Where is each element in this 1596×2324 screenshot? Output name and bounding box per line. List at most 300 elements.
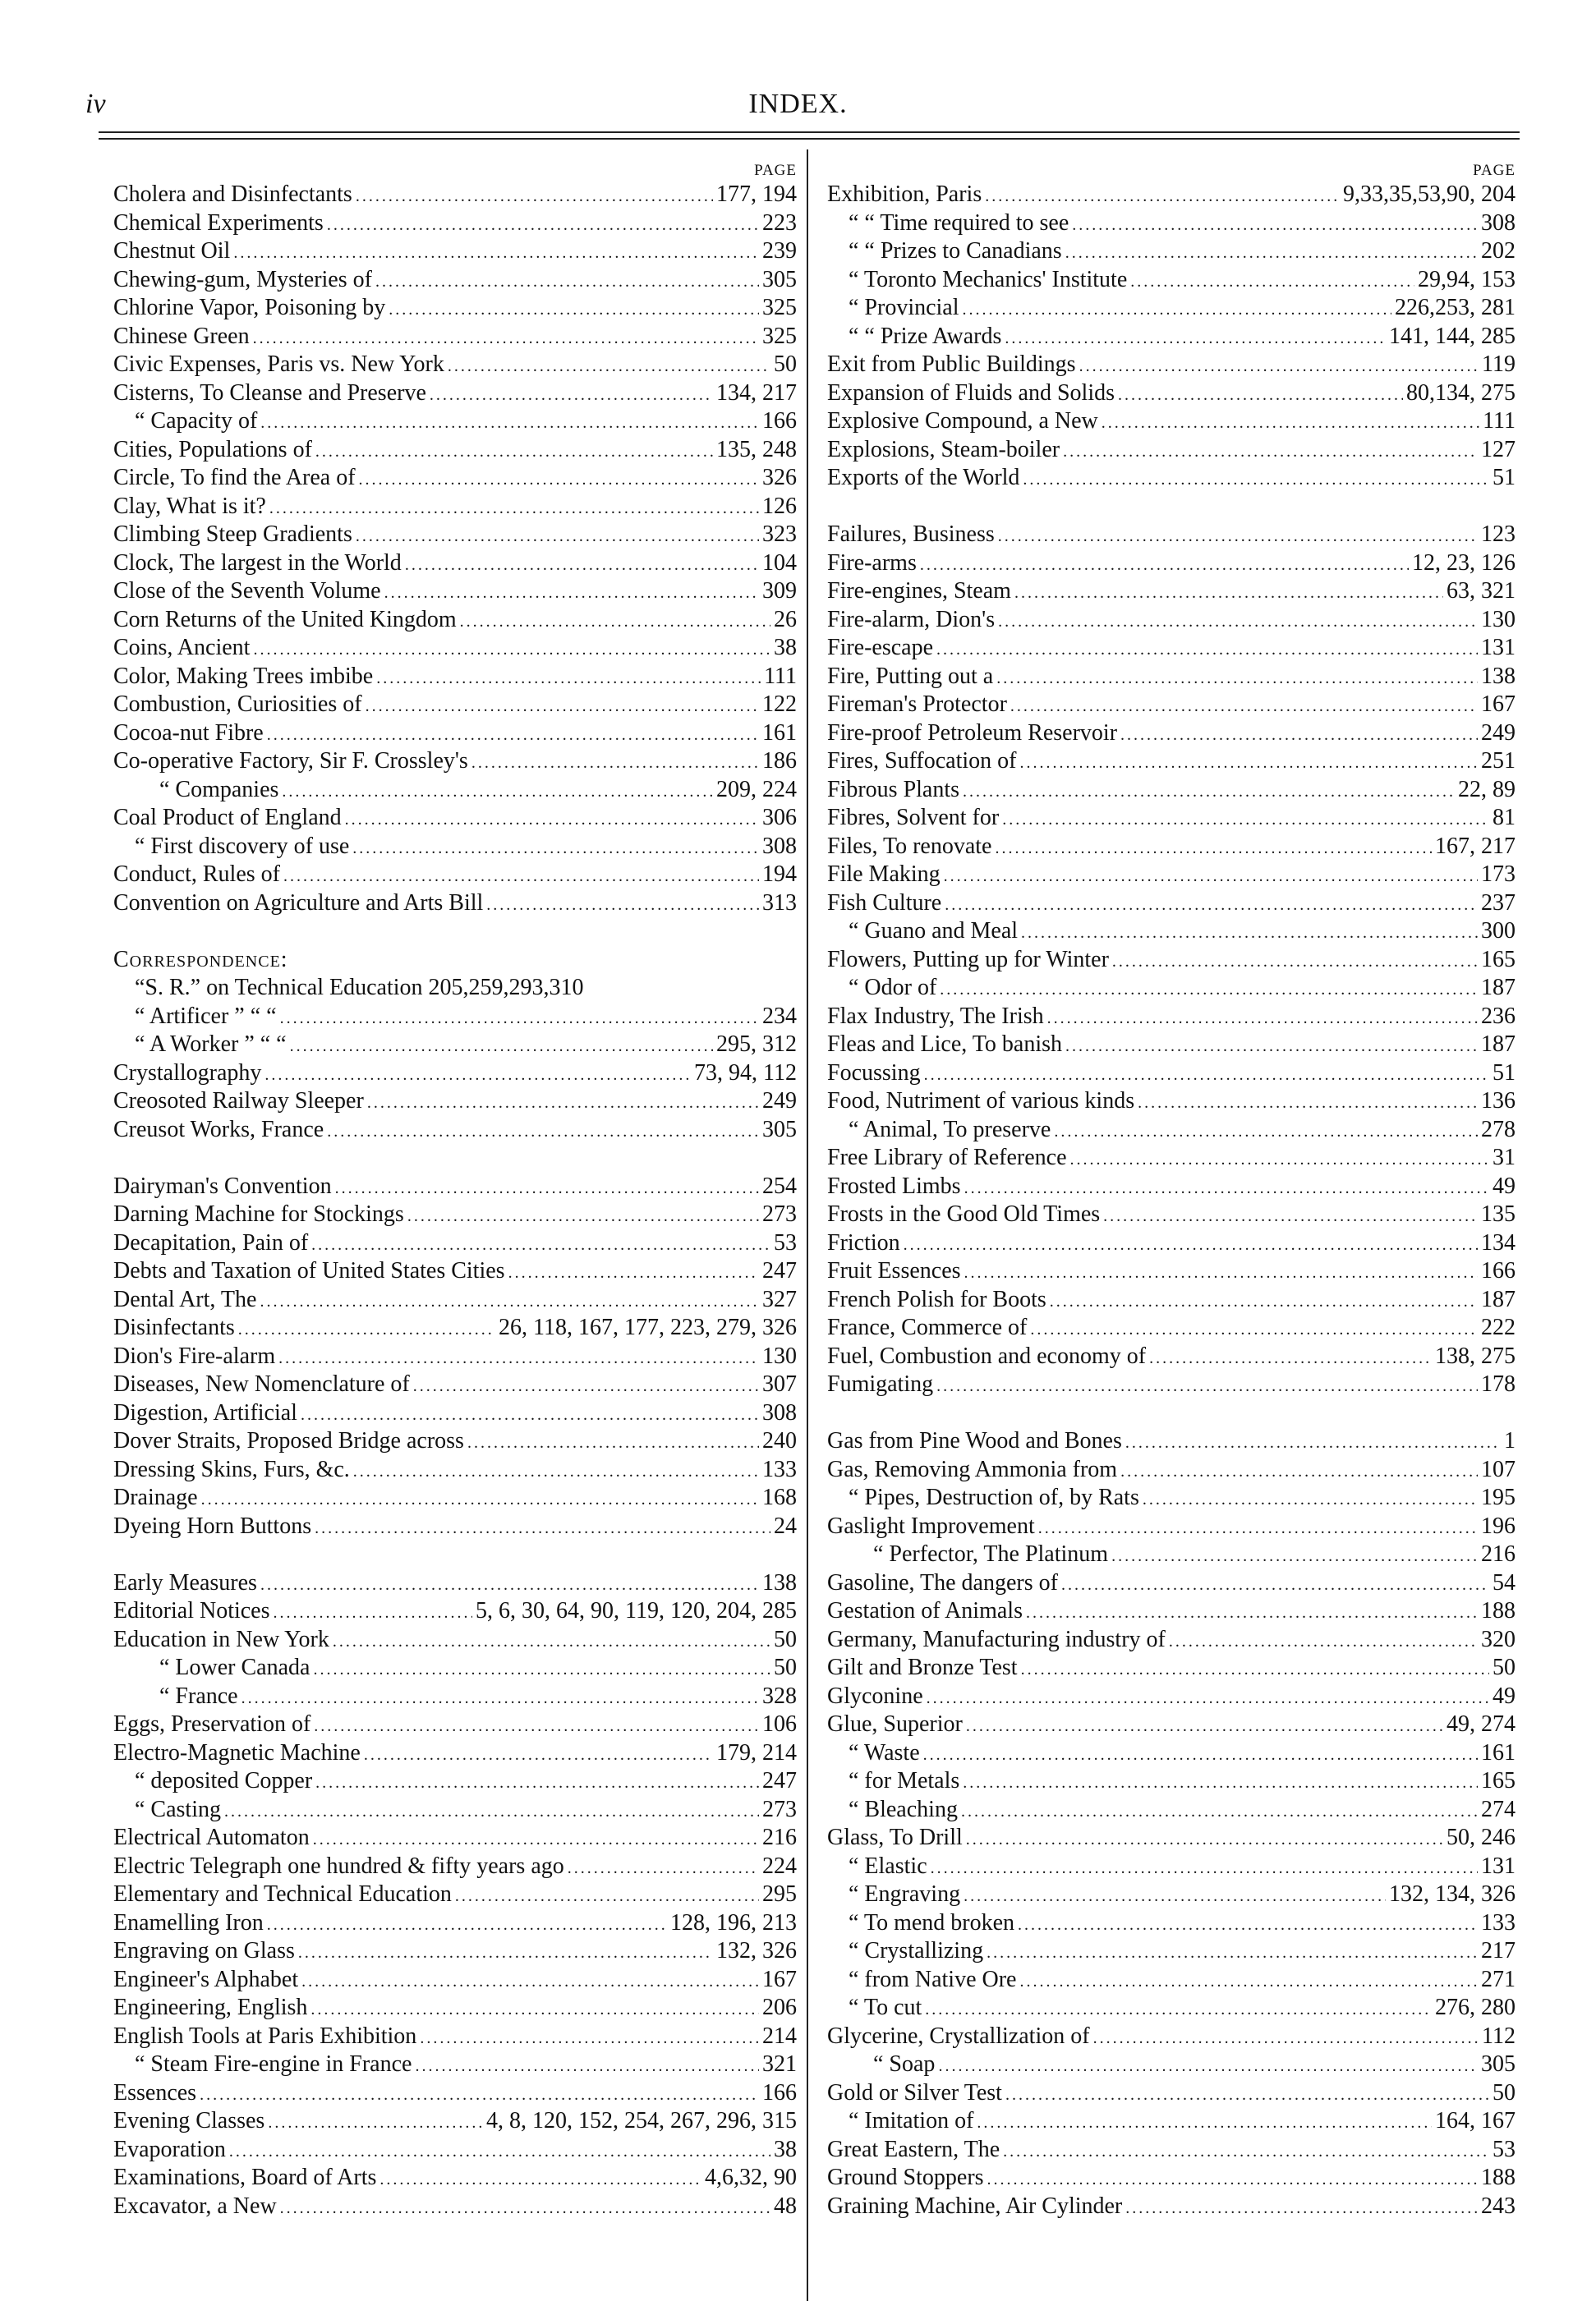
entry-pages: 206: [762, 1995, 797, 2020]
index-entry: [113, 1396, 797, 1425]
index-entry: [113, 575, 797, 604]
entry-title: Fire, Putting out a: [827, 663, 994, 689]
entry-title: “ Capacity of: [135, 408, 258, 434]
dot-leader: [1125, 1430, 1501, 1453]
dot-leader: [366, 693, 759, 716]
index-entry: [113, 659, 797, 688]
dot-leader: [455, 1883, 759, 1906]
dot-leader: [260, 1288, 759, 1311]
dot-leader: [260, 1572, 759, 1595]
index-entry: [113, 1991, 797, 2020]
entry-pages: 276, 280: [1435, 1995, 1516, 2020]
dot-leader: [936, 636, 1478, 659]
page-label: PAGE: [1473, 161, 1516, 179]
entry-title: Chinese Green: [113, 323, 250, 349]
dot-leader: [353, 1458, 759, 1481]
index-entry: [827, 405, 1516, 434]
index-entry: [827, 716, 1516, 745]
entry-title: Decapitation, Pain of: [113, 1229, 309, 1256]
index-entry: [827, 2076, 1516, 2105]
dot-leader: [384, 580, 759, 603]
dot-leader: [938, 2053, 1478, 2076]
dot-leader: [238, 1316, 495, 1339]
entry-pages: 161: [762, 719, 797, 746]
entry-pages: 166: [762, 408, 797, 434]
dot-leader: [568, 1855, 759, 1878]
index-entry: [827, 263, 1516, 292]
entry-pages: 135: [1481, 1201, 1516, 1227]
entry-title: Food, Nutriment of various kinds: [827, 1088, 1135, 1114]
dot-leader: [356, 523, 759, 546]
entry-title: Conduct, Rules of: [113, 861, 280, 887]
dot-leader: [1061, 1572, 1489, 1595]
dot-leader: [996, 665, 1478, 688]
entry-title: Fireman's Protector: [827, 691, 1007, 717]
dot-leader: [311, 1232, 770, 1255]
entry-title: English Tools at Paris Exhibition: [113, 2023, 417, 2049]
index-entry: [827, 971, 1516, 1000]
entry-title: “S. R.” on Technical Education 205,259,293,310: [135, 975, 584, 1000]
index-entry: [113, 801, 797, 830]
entry-title: Free Library of Reference: [827, 1145, 1067, 1170]
dot-leader: [327, 212, 759, 235]
section-heading-text: Correspondence:: [113, 946, 288, 972]
entry-pages: 111: [764, 663, 797, 689]
entry-pages: 196: [1481, 1513, 1516, 1539]
entry-pages: 224: [762, 1853, 797, 1879]
entry-pages: 54: [1493, 1569, 1516, 1596]
dot-leader: [1023, 466, 1489, 489]
entry-pages: 323: [762, 521, 797, 547]
dot-leader: [925, 1996, 1432, 2019]
dot-leader: [253, 636, 770, 659]
entry-pages: 271: [1481, 1966, 1516, 1992]
entry-pages: 194: [762, 861, 797, 887]
dot-leader: [290, 1033, 713, 1056]
entry-title: Fumigating: [827, 1371, 934, 1397]
index-entry: [113, 2161, 797, 2190]
dot-leader: [280, 2195, 770, 2218]
dot-leader: [367, 1090, 759, 1113]
entry-title: Creusot Works, France: [113, 1116, 324, 1142]
entry-title: “ “ Prizes to Canadians: [849, 238, 1062, 264]
dot-leader: [264, 1062, 691, 1085]
index-entry: [113, 1679, 797, 1708]
entry-title: Color, Making Trees imbibe: [113, 663, 374, 689]
entry-pages: 164, 167: [1435, 2108, 1516, 2133]
entry-pages: 305: [762, 266, 797, 292]
entry-title: Engraving on Glass: [113, 1938, 295, 1963]
entry-title: Explosions, Steam-boiler: [827, 436, 1060, 462]
index-entry: [827, 943, 1516, 971]
entry-pages: 49, 274: [1447, 1711, 1516, 1737]
dot-leader: [1149, 1345, 1432, 1368]
entry-title: Drainage: [113, 1485, 198, 1510]
index-entry: [827, 2048, 1516, 2077]
entry-pages: 188: [1481, 2165, 1516, 2190]
entry-title: “ Waste: [849, 1739, 920, 1766]
dot-leader: [407, 1203, 759, 1226]
entry-pages: 111: [1483, 408, 1516, 434]
dot-leader: [1026, 1600, 1478, 1623]
entry-pages: 29,94, 153: [1418, 266, 1516, 292]
entry-title: Chemical Experiments: [113, 209, 324, 236]
dot-leader: [448, 353, 770, 376]
entry-title: Graining Machine, Air Cylinder: [827, 2193, 1123, 2219]
entry-pages: 22, 89: [1458, 776, 1516, 802]
entry-title: France, Commerce of: [827, 1315, 1028, 1340]
entry-pages: 38: [774, 2136, 797, 2162]
entry-pages: 50: [1493, 1655, 1516, 1680]
dot-leader: [1070, 1146, 1490, 1169]
dot-leader: [1065, 1033, 1478, 1056]
entry-pages: 31: [1493, 1145, 1516, 1170]
dot-leader: [315, 1515, 770, 1538]
entry-pages: 187: [1481, 1286, 1516, 1312]
entry-pages: 313: [762, 889, 797, 916]
entry-title: Clock, The largest in the World: [113, 549, 402, 576]
index-entry: [113, 886, 797, 915]
entry-title: Fuel, Combustion and economy of: [827, 1343, 1147, 1369]
dot-leader: [1063, 439, 1478, 462]
entry-pages: 126: [762, 493, 797, 519]
entry-pages: 168: [762, 1485, 797, 1510]
entry-title: Evening Classes: [113, 2108, 265, 2133]
entry-title: “ Perfector, The Platinum: [873, 1541, 1109, 1567]
index-entry: [827, 235, 1516, 264]
entry-pages: 321: [762, 2051, 797, 2077]
entry-title: “ Bleaching: [849, 1796, 958, 1822]
dot-leader: [931, 1855, 1478, 1878]
entry-title: “ A Worker ” “ “: [135, 1031, 287, 1057]
dot-leader: [927, 1685, 1489, 1708]
entry-title: Dressing Skins, Furs, &c.: [113, 1456, 350, 1482]
dot-leader: [301, 1968, 759, 1991]
entry-title: “ Toronto Mechanics' Institute: [849, 266, 1128, 292]
index-entry: [827, 1141, 1516, 1170]
dot-leader: [998, 523, 1478, 546]
index-entry: [113, 462, 797, 490]
dot-leader: [987, 2166, 1478, 2189]
entry-pages: 50: [1493, 2079, 1516, 2106]
dot-leader: [233, 240, 759, 263]
entry-pages: 51: [1493, 1059, 1516, 1086]
entry-title: Darning Machine for Stockings: [113, 1201, 404, 1227]
entry-pages: 179, 214: [716, 1739, 797, 1766]
index-entry: [827, 1906, 1516, 1935]
index-entry: [827, 433, 1516, 462]
dot-leader: [282, 778, 713, 801]
entry-title: Expansion of Fluids and Solids: [827, 379, 1115, 406]
dot-leader: [1038, 1515, 1478, 1538]
dot-leader: [301, 1402, 759, 1425]
index-entry: [827, 1283, 1516, 1311]
entry-pages: 320: [1481, 1626, 1516, 1652]
spacer: [827, 1396, 1516, 1425]
index-entry: [827, 575, 1516, 604]
index-entry: [113, 235, 797, 264]
entry-title: Fire-arms: [827, 549, 917, 576]
dot-leader: [944, 863, 1478, 886]
entry-pages: 178: [1481, 1371, 1516, 1397]
index-entry: [827, 801, 1516, 830]
entry-pages: 325: [762, 295, 797, 320]
entry-pages: 81: [1493, 805, 1516, 830]
entry-pages: 254: [762, 1173, 797, 1199]
entry-pages: 133: [1481, 1909, 1516, 1936]
entry-pages: 136: [1481, 1088, 1516, 1114]
entry-title: Exhibition, Paris: [827, 181, 982, 207]
entry-pages: 133: [762, 1456, 797, 1482]
dot-leader: [924, 1062, 1489, 1085]
entry-pages: 237: [1481, 889, 1516, 916]
entry-title: Ground Stoppers: [827, 2165, 984, 2190]
entry-title: “ Soap: [873, 2051, 936, 2077]
entry-title: “ for Metals: [849, 1768, 960, 1794]
dot-leader: [376, 665, 761, 688]
entry-pages: 127: [1481, 436, 1516, 462]
index-entry: [113, 2019, 797, 2048]
index-entry: [113, 1198, 797, 1227]
dot-leader: [940, 976, 1478, 999]
index-entry: [113, 319, 797, 348]
spacer: [113, 915, 797, 944]
index-entry: [827, 886, 1516, 915]
entry-pages: 226,253, 281: [1395, 295, 1516, 320]
dot-leader: [405, 552, 759, 575]
dot-leader: [1018, 1912, 1478, 1935]
entry-pages: 247: [762, 1258, 797, 1284]
index-entry: [113, 1509, 797, 1538]
entry-pages: 38: [774, 635, 797, 660]
entry-pages: 128, 196, 213: [670, 1909, 797, 1936]
index-entry: [827, 688, 1516, 717]
dot-leader: [313, 1656, 770, 1679]
entry-title: Examinations, Board of Arts: [113, 2165, 377, 2190]
index-entry: [113, 1935, 797, 1963]
dot-leader: [229, 2138, 770, 2161]
index-entry: [113, 971, 797, 1000]
entry-pages: 63, 321: [1447, 578, 1516, 604]
dot-leader: [1120, 722, 1478, 745]
index-entry: [113, 1651, 797, 1680]
index-entry: [827, 546, 1516, 575]
entry-pages: 138, 275: [1435, 1343, 1516, 1369]
dot-leader: [200, 2082, 759, 2105]
entry-title: Close of the Seventh Volume: [113, 578, 381, 604]
entry-pages: 107: [1481, 1456, 1516, 1482]
dot-leader: [964, 1175, 1489, 1198]
dot-leader: [1050, 1288, 1478, 1311]
index-entry: [113, 1623, 797, 1651]
entry-title: “ Casting: [135, 1796, 221, 1822]
entry-title: Fire-alarm, Dion's: [827, 606, 996, 632]
dot-leader: [389, 296, 759, 319]
left-column: [113, 149, 797, 2218]
dot-leader: [1005, 325, 1386, 348]
index-entry: [827, 1623, 1516, 1651]
dot-leader: [1065, 240, 1478, 263]
entry-pages: 295: [762, 1881, 797, 1907]
index-entry: [113, 603, 797, 632]
entry-title: Fruit Essences: [827, 1258, 961, 1284]
entry-pages: 186: [762, 748, 797, 774]
entry-title: Electric Telegraph one hundred & fifty years ago: [113, 1853, 564, 1879]
entry-pages: 123: [1481, 521, 1516, 547]
entry-pages: 278: [1481, 1116, 1516, 1142]
index-entry: [113, 1283, 797, 1311]
page-label: PAGE: [754, 161, 797, 179]
entry-title: Civic Expenses, Paris vs. New York: [113, 351, 444, 377]
entry-title: Friction: [827, 1229, 900, 1256]
entry-title: “ Artificer ” “ “: [135, 1003, 277, 1029]
entry-title: Fish Culture: [827, 889, 942, 916]
index-entry: [113, 773, 797, 801]
index-entry: [113, 178, 797, 207]
entry-pages: 236: [1481, 1003, 1516, 1029]
index-entry: [827, 1509, 1516, 1538]
dot-leader: [1125, 2195, 1478, 2218]
entry-title: “ Provincial: [849, 295, 959, 320]
index-entry: [113, 2076, 797, 2105]
entry-title: Creosoted Railway Sleeper: [113, 1088, 364, 1114]
dot-leader: [1169, 1628, 1478, 1651]
entry-pages: 48: [774, 2193, 797, 2219]
entry-pages: 309: [762, 578, 797, 604]
entry-title: Flowers, Putting up for Winter: [827, 946, 1109, 972]
index-entry: [113, 206, 797, 235]
entry-pages: 273: [762, 1201, 797, 1227]
entry-title: Early Measures: [113, 1569, 257, 1596]
entry-title: Education in New York: [113, 1626, 329, 1652]
index-entry: [827, 1793, 1516, 1821]
entry-pages: 106: [762, 1711, 797, 1737]
entry-pages: 130: [1481, 606, 1516, 632]
entry-title: Engineering, English: [113, 1995, 308, 2020]
entry-pages: 274: [1481, 1796, 1516, 1822]
entry-title: “ France: [159, 1683, 238, 1709]
index-entry: [827, 1679, 1516, 1708]
entry-title: “ deposited Copper: [135, 1768, 313, 1794]
dot-leader: [1010, 693, 1478, 716]
entry-pages: 166: [762, 2079, 797, 2106]
entry-pages: 135, 248: [716, 436, 797, 462]
entry-title: Convention on Agriculture and Arts Bill: [113, 889, 484, 916]
dot-leader: [420, 2025, 759, 2048]
entry-pages: 216: [762, 1825, 797, 1850]
dot-leader: [267, 722, 759, 745]
entry-pages: 173: [1481, 861, 1516, 887]
entry-pages: 49: [1493, 1683, 1516, 1709]
entry-title: “ Crystallizing: [849, 1938, 984, 1963]
entry-pages: 51: [1493, 465, 1516, 490]
entry-pages: 234: [762, 1003, 797, 1029]
entry-pages: 134: [1481, 1229, 1516, 1256]
entry-pages: 249: [762, 1088, 797, 1114]
dot-leader: [1019, 1968, 1478, 1991]
index-entry: [113, 1226, 797, 1255]
index-entry: [113, 999, 797, 1028]
entry-pages: 307: [762, 1371, 797, 1397]
entry-title: Combustion, Curiosities of: [113, 691, 362, 717]
entry-title: Cities, Populations of: [113, 436, 312, 462]
index-entry: [113, 2133, 797, 2161]
entry-pages: 300: [1481, 918, 1516, 944]
index-entry: [827, 2105, 1516, 2133]
index-entry: [827, 1821, 1516, 1850]
entry-pages: 132, 134, 326: [1389, 1881, 1516, 1907]
entry-title: Excavator, a New: [113, 2193, 277, 2219]
entry-title: Fibrous Plants: [827, 776, 960, 802]
entry-title: Flax Industry, The Irish: [827, 1003, 1044, 1029]
entry-title: Fire-engines, Steam: [827, 578, 1011, 604]
index-entry: [827, 659, 1516, 688]
page-column-header: [827, 149, 1516, 178]
index-entry: [827, 1198, 1516, 1227]
entry-title: Cholera and Disinfectants: [113, 181, 352, 207]
index-entry: [113, 1765, 797, 1794]
index-entry: [113, 858, 797, 887]
dot-leader: [923, 1742, 1478, 1765]
entry-pages: 138: [762, 1569, 797, 1596]
entry-title: “ Steam Fire-engine in France: [135, 2051, 412, 2077]
index-entry: [827, 1538, 1516, 1567]
entry-pages: 209, 224: [716, 776, 797, 802]
index-entry: [827, 2189, 1516, 2218]
dot-leader: [1079, 353, 1479, 376]
index-entry: [113, 489, 797, 518]
entry-title: “ Animal, To preserve: [849, 1116, 1051, 1142]
dot-leader: [298, 1940, 713, 1963]
entry-title: Failures, Business: [827, 521, 995, 547]
dot-leader: [1130, 269, 1414, 292]
dot-leader: [280, 1005, 759, 1028]
entry-title: Gilt and Bronze Test: [827, 1655, 1018, 1680]
dot-leader: [1072, 212, 1478, 235]
entry-pages: 187: [1481, 1031, 1516, 1057]
index-entry: [827, 1056, 1516, 1085]
entry-title: Frosts in the Good Old Times: [827, 1201, 1101, 1227]
entry-title: Debts and Taxation of United States Cities: [113, 1258, 505, 1284]
index-entry: [113, 376, 797, 405]
entry-pages: 49: [1493, 1173, 1516, 1199]
entry-pages: 177, 194: [716, 181, 797, 207]
dot-leader: [1120, 1458, 1478, 1481]
entry-title: Cisterns, To Cleanse and Preserve: [113, 379, 426, 406]
index-entry: [113, 1255, 797, 1284]
page-title: INDEX.: [748, 89, 848, 119]
entry-pages: 251: [1481, 748, 1516, 774]
entry-pages: 223: [762, 209, 797, 236]
index-entry: [827, 1991, 1516, 2020]
entry-title: Gas from Pine Wood and Bones: [827, 1428, 1122, 1454]
dot-leader: [315, 439, 713, 462]
index-entry: [113, 1311, 797, 1340]
index-entry: [827, 1566, 1516, 1595]
index-entry: [827, 2019, 1516, 2048]
dot-leader: [920, 552, 1409, 575]
entry-title: Explosive Compound, a New: [827, 408, 1098, 434]
index-entry: [113, 1368, 797, 1397]
index-entry: [113, 1906, 797, 1935]
entry-pages: 247: [762, 1768, 797, 1794]
entry-pages: 167: [762, 1966, 797, 1992]
dot-leader: [1002, 806, 1489, 829]
dot-leader: [315, 1770, 759, 1793]
entry-pages: 327: [762, 1286, 797, 1312]
index-entry: [113, 1056, 797, 1085]
entry-pages: 4,6,32, 90: [705, 2165, 797, 2190]
